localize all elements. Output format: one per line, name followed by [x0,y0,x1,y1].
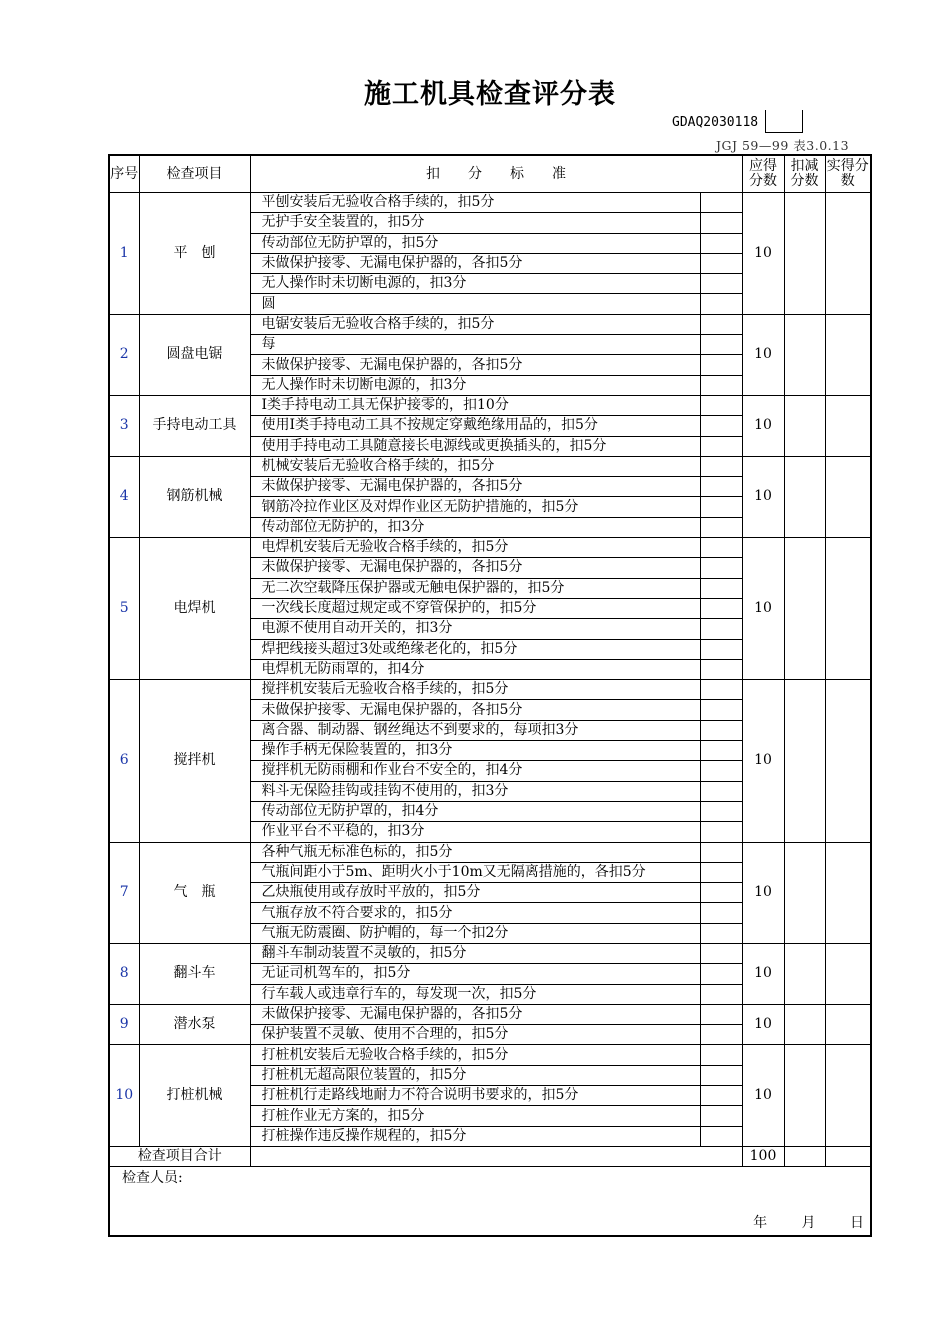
criterion-mark-cell[interactable] [700,619,742,639]
table-row [109,943,871,963]
criterion-mark-cell[interactable] [700,923,742,943]
section-number: 10 [109,1045,139,1146]
table-row [109,395,871,415]
header-criteria: 扣 分 标 准 [250,155,742,193]
criterion-text: 作业平台不平稳的，扣3分 [250,822,700,842]
criterion-mark-cell[interactable] [700,801,742,821]
inspector-label: 检查人员: [122,1170,183,1187]
criterion-text: 打桩机行走路线地耐力不符合说明书要求的，扣5分 [250,1086,700,1106]
criterion-mark-cell[interactable] [700,741,742,761]
criterion-text: 操作手柄无保险装置的，扣3分 [250,741,700,761]
criterion-text: 焊把线接头超过3处或绝缘老化的，扣5分 [250,639,700,659]
criterion-text: 未做保护接零、无漏电保护器的，各扣5分 [250,253,700,273]
section-name: 电焊机 [139,538,250,680]
total-label: 检查项目合计 [109,1146,250,1166]
criterion-mark-cell[interactable] [700,1004,742,1024]
criterion-text: 电源不使用自动开关的，扣3分 [250,619,700,639]
due-score: 10 [742,456,784,537]
criterion-text: 传动部位无防护的，扣3分 [250,517,700,537]
table-row [109,680,871,700]
criterion-text: 搅拌机安装后无验收合格手续的，扣5分 [250,680,700,700]
criterion-mark-cell[interactable] [700,761,742,781]
section-name: 平 刨 [139,193,250,315]
deducted-score-cell[interactable] [784,1045,825,1146]
deducted-score-cell[interactable] [784,842,825,943]
criterion-mark-cell[interactable] [700,294,742,314]
criterion-text: 气瓶存放不符合要求的，扣5分 [250,903,700,923]
criterion-mark-cell[interactable] [700,233,742,253]
criterion-mark-cell[interactable] [700,1065,742,1085]
criterion-mark-cell[interactable] [700,659,742,679]
due-score: 10 [742,1004,784,1045]
criterion-text: 未做保护接零、无漏电保护器的，各扣5分 [250,355,700,375]
actual-score-cell[interactable] [825,538,871,680]
criterion-mark-cell[interactable] [700,1086,742,1106]
criterion-text: 无人操作时未切断电源的，扣3分 [250,375,700,395]
table-row [109,842,871,862]
actual-score-cell[interactable] [825,395,871,456]
criterion-mark-cell[interactable] [700,436,742,456]
section-number: 2 [109,314,139,395]
criterion-text: 打桩作业无方案的，扣5分 [250,1106,700,1126]
section-name: 手持电动工具 [139,395,250,456]
criterion-text: 钢筋冷拉作业区及对焊作业区无防护措施的，扣5分 [250,497,700,517]
header-deducted: 扣减分数 [784,155,825,193]
criterion-mark-cell[interactable] [700,375,742,395]
page-title: 施工机具检查评分表 [364,79,616,110]
total-actual-cell[interactable] [825,1146,871,1166]
deducted-score-cell[interactable] [784,943,825,1004]
due-score: 10 [742,193,784,315]
actual-score-cell[interactable] [825,1045,871,1146]
actual-score-cell[interactable] [825,1004,871,1045]
total-score: 100 [742,1146,784,1166]
criterion-text: 未做保护接零、无漏电保护器的，各扣5分 [250,477,700,497]
criterion-text: 电焊机安装后无验收合格手续的，扣5分 [250,538,700,558]
criterion-mark-cell[interactable] [700,416,742,436]
criterion-text: Ⅰ类手持电动工具无保护接零的，扣10分 [250,395,700,415]
criterion-mark-cell[interactable] [700,314,742,334]
section-name: 潜水泵 [139,1004,250,1045]
criterion-mark-cell[interactable] [700,193,742,213]
section-name: 翻斗车 [139,943,250,1004]
actual-score-cell[interactable] [825,456,871,537]
criterion-text: 使用Ⅰ类手持电动工具不按规定穿戴绝缘用品的，扣5分 [250,416,700,436]
due-score: 10 [742,680,784,842]
header-row [109,155,871,193]
section-name: 搅拌机 [139,680,250,842]
header-actual: 实得分数 [825,155,871,193]
criterion-text: 乙炔瓶使用或存放时平放的，扣5分 [250,883,700,903]
criterion-mark-cell[interactable] [700,822,742,842]
criterion-mark-cell[interactable] [700,1106,742,1126]
criterion-mark-cell[interactable] [700,943,742,963]
criterion-text: 打桩机无超高限位装置的，扣5分 [250,1065,700,1085]
criterion-text: 翻斗车制动装置不灵敏的，扣5分 [250,943,700,963]
criterion-mark-cell[interactable] [700,883,742,903]
criterion-mark-cell[interactable] [700,639,742,659]
criterion-mark-cell[interactable] [700,1126,742,1146]
criterion-text: 圆 [250,294,700,314]
section-number: 1 [109,193,139,315]
form-code: GDAQ2030118 [672,115,759,130]
section-number: 7 [109,842,139,943]
deducted-score-cell[interactable] [784,395,825,456]
section-number: 3 [109,395,139,456]
actual-score-cell[interactable] [825,314,871,395]
criterion-mark-cell[interactable] [700,842,742,862]
actual-score-cell[interactable] [825,943,871,1004]
criterion-mark-cell[interactable] [700,253,742,273]
criterion-mark-cell[interactable] [700,720,742,740]
deducted-score-cell[interactable] [784,1004,825,1045]
table-row [109,456,871,476]
table-row [109,314,871,334]
header-due-score: 应得分数 [742,155,784,193]
total-row [109,1146,871,1166]
section-number: 8 [109,943,139,1004]
total-deducted-cell[interactable] [784,1146,825,1166]
due-score: 10 [742,943,784,1004]
due-score: 10 [742,314,784,395]
deducted-score-cell[interactable] [784,538,825,680]
criterion-mark-cell[interactable] [700,781,742,801]
form-code-box [765,110,803,133]
criterion-mark-cell[interactable] [700,680,742,700]
criterion-text: 一次线长度超过规定或不穿管保护的，扣5分 [250,598,700,618]
criterion-text: 搅拌机无防雨棚和作业台不安全的，扣4分 [250,761,700,781]
criterion-mark-cell[interactable] [700,477,742,497]
criterion-text: 气瓶无防震圈、防护帽的，每一个扣2分 [250,923,700,943]
section-name: 钢筋机械 [139,456,250,537]
due-score: 10 [742,538,784,680]
criterion-text: 气瓶间距小于5m、距明火小于10m又无隔离措施的，各扣5分 [250,862,700,882]
criterion-text: 无证司机驾车的，扣5分 [250,964,700,984]
criterion-mark-cell[interactable] [700,700,742,720]
section-number: 6 [109,680,139,842]
section-name: 气 瓶 [139,842,250,943]
criterion-text: 未做保护接零、无漏电保护器的，各扣5分 [250,700,700,720]
criterion-mark-cell[interactable] [700,456,742,476]
criterion-mark-cell[interactable] [700,903,742,923]
criterion-text: 打桩操作违反操作规程的，扣5分 [250,1126,700,1146]
table-row [109,538,871,558]
criterion-mark-cell[interactable] [700,558,742,578]
criterion-text: 每 [250,335,700,355]
criterion-mark-cell[interactable] [700,213,742,233]
criterion-text: 未做保护接零、无漏电保护器的，各扣5分 [250,1004,700,1024]
criterion-mark-cell[interactable] [700,598,742,618]
deducted-score-cell[interactable] [784,680,825,842]
due-score: 10 [742,842,784,943]
due-score: 10 [742,1045,784,1146]
criterion-mark-cell[interactable] [700,1025,742,1045]
criterion-text: 无人操作时未切断电源的，扣3分 [250,274,700,294]
criterion-text: 平刨安装后无验收合格手续的，扣5分 [250,193,700,213]
criterion-mark-cell[interactable] [700,862,742,882]
standard-reference: JGJ 59—99 表3.0.13 [716,138,850,153]
criterion-mark-cell[interactable] [700,274,742,294]
criterion-text: 保护装置不灵敏、使用不合理的，扣5分 [250,1025,700,1045]
section-number: 4 [109,456,139,537]
table-row [109,193,871,213]
criterion-mark-cell[interactable] [700,538,742,558]
criterion-mark-cell[interactable] [700,964,742,984]
header-item: 检查项目 [139,155,250,193]
criterion-text: 传动部位无防护罩的，扣5分 [250,233,700,253]
deducted-score-cell[interactable] [784,193,825,315]
criterion-mark-cell[interactable] [700,355,742,375]
criterion-mark-cell[interactable] [700,984,742,1004]
section-name: 打桩机械 [139,1045,250,1146]
deducted-score-cell[interactable] [784,314,825,395]
criterion-mark-cell[interactable] [700,578,742,598]
date-label: 年 月 日 [753,1215,864,1232]
section-number: 5 [109,538,139,680]
score-table-container [108,154,872,1237]
criterion-text: 行车载人或违章行车的，每发现一次，扣5分 [250,984,700,1004]
criterion-text: 料斗无保险挂钩或挂钩不使用的，扣3分 [250,781,700,801]
actual-score-cell[interactable] [825,680,871,842]
criterion-mark-cell[interactable] [700,335,742,355]
criterion-text: 机械安装后无验收合格手续的，扣5分 [250,456,700,476]
header-seq: 序号 [109,155,139,193]
deducted-score-cell[interactable] [784,456,825,537]
criterion-text: 电焊机无防雨罩的，扣4分 [250,659,700,679]
criterion-mark-cell[interactable] [700,1045,742,1065]
criterion-text: 无护手安全装置的，扣5分 [250,213,700,233]
criterion-text: 使用手持电动工具随意接长电源线或更换插头的，扣5分 [250,436,700,456]
criterion-text: 离合器、制动器、钢丝绳达不到要求的，每项扣3分 [250,720,700,740]
table-row [109,1004,871,1024]
criterion-text: 无二次空载降压保护器或无触电保护器的，扣5分 [250,578,700,598]
section-number: 9 [109,1004,139,1045]
actual-score-cell[interactable] [825,193,871,315]
table-row [109,1045,871,1065]
criterion-text: 电锯安装后无验收合格手续的，扣5分 [250,314,700,334]
criterion-text: 打桩机安装后无验收合格手续的，扣5分 [250,1045,700,1065]
total-blank [250,1146,742,1166]
criterion-text: 未做保护接零、无漏电保护器的，各扣5分 [250,558,700,578]
criteria-rows [109,193,871,1147]
actual-score-cell[interactable] [825,842,871,943]
criterion-mark-cell[interactable] [700,497,742,517]
score-table [108,154,872,1237]
criterion-text: 传动部位无防护罩的，扣4分 [250,801,700,821]
due-score: 10 [742,395,784,456]
criterion-mark-cell[interactable] [700,517,742,537]
section-name: 圆盘电锯 [139,314,250,395]
criterion-text: 各种气瓶无标准色标的，扣5分 [250,842,700,862]
criterion-mark-cell[interactable] [700,395,742,415]
signature-cell [109,1167,871,1237]
signature-row [109,1167,871,1237]
